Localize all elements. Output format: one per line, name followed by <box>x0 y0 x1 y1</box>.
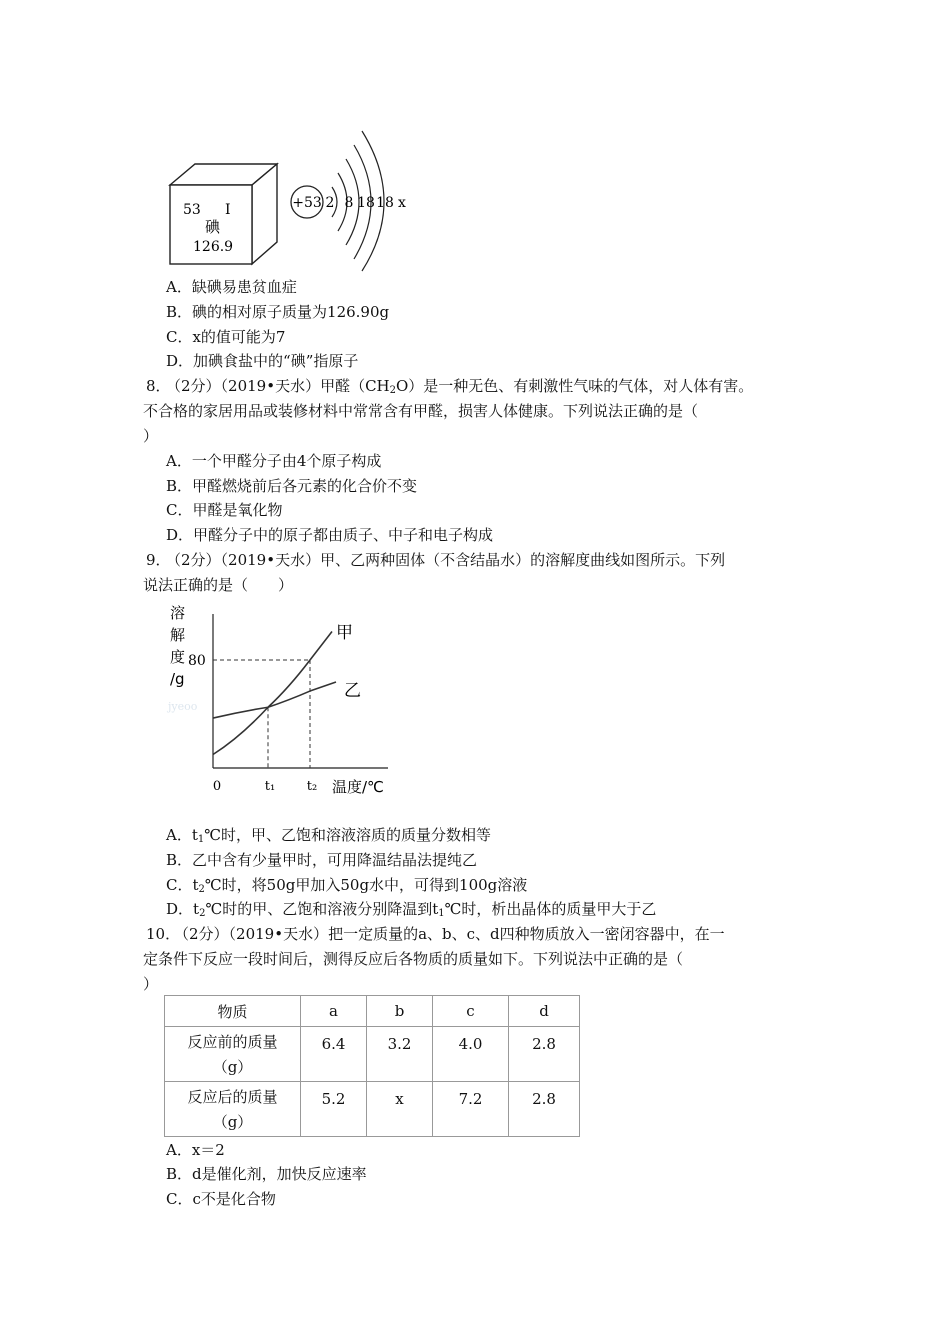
element-card-figure <box>165 160 285 270</box>
q10-option-b: B．d是催化剂，加快反应速率 <box>166 1165 367 1183</box>
q9-stem-line2: 说法正确的是（ ） <box>143 576 294 594</box>
shell-electron-count: x <box>398 195 406 211</box>
watermark: jyeoo <box>168 700 198 713</box>
table-cell: 7.2 <box>433 1082 509 1137</box>
table-cell: 6.4 <box>301 1027 367 1082</box>
y-tick-label: 80 <box>188 653 206 669</box>
element-name: 碘 <box>205 218 221 236</box>
q8-stem-line1: （2分）（2019•天水）甲醛$(CH_2O)$是一种无色、有刺激性气味的气体，对人体有害。 <box>166 377 754 396</box>
q10-number: 10． <box>146 925 181 943</box>
x-axis-title: 温度/℃ <box>332 778 384 796</box>
nucleus-charge: +53 <box>292 195 322 211</box>
q9-option-c: C．$t_2℃$时，将50g甲加入50g水中，可得到100g溶液 <box>166 876 528 895</box>
q8-stem-line3: ） <box>143 427 159 445</box>
q10-stem-line1: （2分）（2019•天水）把一定质量的a、b、c、d四种物质放入一密闭容器中，在一 <box>174 925 725 943</box>
solubility-chart <box>160 600 400 805</box>
q8-option-b: B．甲醛燃烧前后各元素的化合价不变 <box>166 477 418 495</box>
table-cell: 2.8 <box>509 1027 580 1082</box>
y-axis-label-char: 溶 <box>170 604 186 622</box>
mass-table <box>164 995 580 1137</box>
element-mass: 126.9 <box>193 239 234 255</box>
table-cell: 5.2 <box>301 1082 367 1137</box>
shell-electron-count: 8 <box>344 195 354 211</box>
table-row <box>165 1027 580 1082</box>
element-number: 53 <box>183 202 201 218</box>
q10-option-a: A．x＝2 <box>166 1141 225 1159</box>
table-row <box>165 1082 580 1137</box>
table-header-row <box>165 996 580 1027</box>
x-tick-label: 0 <box>212 779 222 794</box>
table-cell: 4.0 <box>433 1027 509 1082</box>
table-header-cell: 物质 <box>165 996 301 1027</box>
row-label-cell: 反应后的质量 （g） <box>165 1082 301 1137</box>
table-cell: 2.8 <box>509 1082 580 1137</box>
q8-option-c: C．甲醛是氧化物 <box>166 501 283 519</box>
series-line-jia <box>213 632 332 755</box>
y-axis-label-char: 度 <box>170 648 186 666</box>
series-label: 乙 <box>344 681 361 701</box>
table-header-cell: c <box>433 996 509 1027</box>
q8-option-d: D．甲醛分子中的原子都由质子、中子和电子构成 <box>166 526 494 544</box>
shell-electron-count: 2 <box>325 195 335 211</box>
series-label: 甲 <box>336 623 353 643</box>
q9-option-d: D．$t_2℃$时的甲、乙饱和溶液分别降温到$t_1℃$时，析出晶体的质量甲大于乙 <box>166 900 657 919</box>
q9-number: 9． <box>146 551 171 569</box>
shell-electron-count: 18 <box>357 195 375 211</box>
y-axis-label-char: /g <box>170 670 185 688</box>
table-header-cell: d <box>509 996 580 1027</box>
q10-stem-line3: ） <box>143 975 159 993</box>
table-header-cell: b <box>367 996 433 1027</box>
q8-stem-line2: 不合格的家居用品或装修材料中常常含有甲醛，损害人体健康。下列说法正确的是（ <box>143 402 699 420</box>
q7-option-a: A．缺碘易患贫血症 <box>166 278 297 296</box>
table-cell: 3.2 <box>367 1027 433 1082</box>
q7-option-c: C．x的值可能为7 <box>166 328 286 346</box>
y-axis-label-char: 解 <box>170 626 186 644</box>
table-cell: x <box>367 1082 433 1137</box>
q9-option-a: A．$t_1℃$时，甲、乙饱和溶液溶质的质量分数相等 <box>166 826 492 845</box>
q8-option-a: A．一个甲醛分子由4个原子构成 <box>166 452 382 470</box>
q8-number: 8． <box>146 377 171 395</box>
q7-option-b: B．碘的相对原子质量为126.90g <box>166 303 390 321</box>
q9-option-b: B．乙中含有少量甲时，可用降温结晶法提纯乙 <box>166 851 478 869</box>
x-tick-label: t₂ <box>306 779 318 794</box>
row-label-cell: 反应前的质量 （g） <box>165 1027 301 1082</box>
atom-structure-diagram <box>288 125 418 273</box>
x-tick-label: t₁ <box>264 779 276 794</box>
q9-stem-line1: （2分）（2019•天水）甲、乙两种固体（不含结晶水）的溶解度曲线如图所示。下列 <box>166 551 726 569</box>
element-symbol: I <box>225 202 231 218</box>
table-header-cell: a <box>301 996 367 1027</box>
q10-option-c: C．c不是化合物 <box>166 1190 276 1208</box>
q7-option-d: D．加碘食盐中的“碘”指原子 <box>166 352 359 370</box>
shell-electron-count: 18 <box>376 195 394 211</box>
q10-stem-line2: 定条件下反应一段时间后，测得反应后各物质的质量如下。下列说法中正确的是（ <box>143 950 684 968</box>
